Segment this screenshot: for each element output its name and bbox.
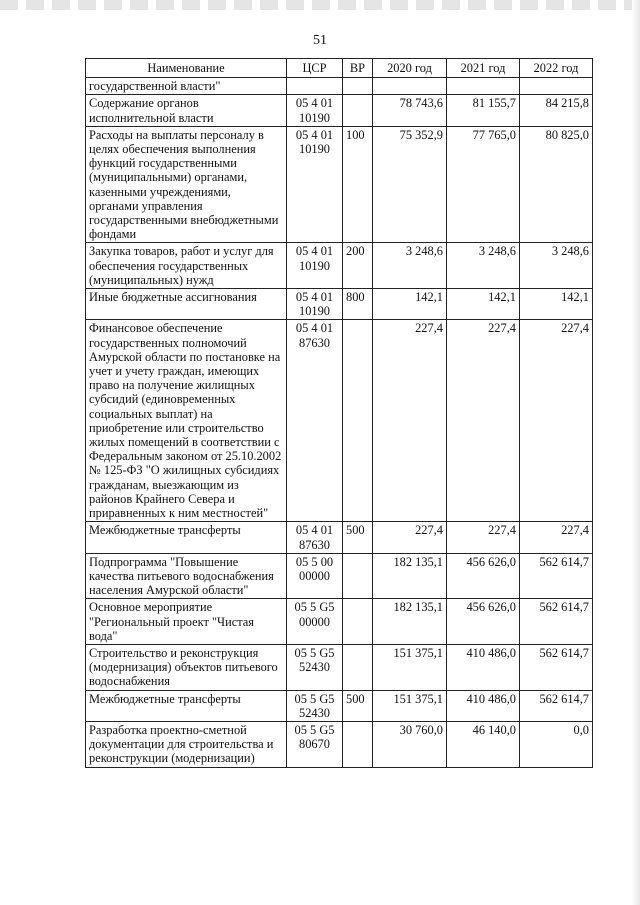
cell-2020: 142,1: [373, 289, 447, 320]
cell-2020: 182 135,1: [373, 553, 447, 599]
cell-2021: 77 765,0: [447, 126, 520, 243]
cell-2022: [520, 78, 593, 95]
cell-csr: 05 4 01 10190: [287, 289, 343, 320]
cell-csr: 05 5 00 00000: [287, 553, 343, 599]
cell-vr: 500: [343, 690, 373, 721]
table-row: [86, 243, 593, 289]
cell-2021: 3 248,6: [447, 243, 520, 289]
cell-name: Межбюджетные трансферты: [86, 522, 287, 553]
cell-csr: 05 4 01 87630: [287, 522, 343, 553]
cell-2021: 410 486,0: [447, 690, 520, 721]
cell-2020: 30 760,0: [373, 721, 447, 767]
cell-vr: [343, 78, 373, 95]
cell-2021: 227,4: [447, 522, 520, 553]
cell-2021: [447, 78, 520, 95]
cell-2020: 78 743,6: [373, 95, 447, 126]
cell-2021: 456 626,0: [447, 553, 520, 599]
cell-vr: [343, 599, 373, 645]
cell-name: Расходы на выплаты персоналу в целях обеспечения выполнения функций государственными (муниципальными) органами, казенными учреждениями, органами управления государственными внебюджетными фондами: [86, 126, 287, 243]
cell-name: Финансовое обеспечение государственных полномочий Амурской области по постановке на учет и учету граждан, имеющих право на получение жилищных субсидий (единовременных социальных выплат) на приобретение или строительство жилых помещений в соответствии с Федеральным законом от 25.10.2002 № 125-ФЗ "О жилищных субсидиях гражданам, выезжающим из районов Крайнего Севера и приравненных к ним местностей": [86, 320, 287, 522]
cell-2021: 142,1: [447, 289, 520, 320]
cell-2022: 562 614,7: [520, 644, 593, 690]
scan-edge-top: [0, 0, 640, 10]
cell-name: Иные бюджетные ассигнования: [86, 289, 287, 320]
cell-2020: 227,4: [373, 320, 447, 522]
table-row: [86, 320, 593, 522]
table-row: [86, 690, 593, 721]
cell-vr: 800: [343, 289, 373, 320]
cell-2021: 410 486,0: [447, 644, 520, 690]
cell-2022: 227,4: [520, 522, 593, 553]
cell-2020: 75 352,9: [373, 126, 447, 243]
cell-vr: [343, 721, 373, 767]
cell-2021: 46 140,0: [447, 721, 520, 767]
page-number: 51: [313, 33, 327, 48]
cell-name: Разработка проектно-сметной документации для строительства и реконструкции (модернизации): [86, 721, 287, 767]
cell-2020: 182 135,1: [373, 599, 447, 645]
cell-2020: 227,4: [373, 522, 447, 553]
cell-name: Закупка товаров, работ и услуг для обеспечения государственных (муниципальных) нужд: [86, 243, 287, 289]
cell-vr: [343, 95, 373, 126]
cell-csr: 05 4 01 10190: [287, 95, 343, 126]
cell-2020: 3 248,6: [373, 243, 447, 289]
cell-2020: [373, 78, 447, 95]
cell-csr: 05 5 G5 00000: [287, 599, 343, 645]
cell-vr: 500: [343, 522, 373, 553]
cell-2022: 80 825,0: [520, 126, 593, 243]
budget-table: [85, 58, 593, 768]
cell-vr: 200: [343, 243, 373, 289]
table-row: [86, 289, 593, 320]
cell-csr: 05 4 01 87630: [287, 320, 343, 522]
cell-name: Строительство и реконструкция (модернизация) объектов питьевого водоснабжения: [86, 644, 287, 690]
table-row: [86, 126, 593, 243]
cell-2020: 151 375,1: [373, 644, 447, 690]
table-header-row: [86, 59, 593, 78]
header-vr: ВР: [343, 59, 373, 78]
header-2020: 2020 год: [373, 59, 447, 78]
cell-name: Межбюджетные трансферты: [86, 690, 287, 721]
cell-name: Содержание органов исполнительной власти: [86, 95, 287, 126]
cell-csr: 05 5 G5 52430: [287, 690, 343, 721]
header-csr: ЦСР: [287, 59, 343, 78]
cell-2022: 227,4: [520, 320, 593, 522]
cell-2021: 81 155,7: [447, 95, 520, 126]
cell-csr: [287, 78, 343, 95]
cell-csr: 05 5 G5 80670: [287, 721, 343, 767]
cell-csr: 05 4 01 10190: [287, 126, 343, 243]
scan-edge-right: [632, 0, 640, 905]
table-row: [86, 78, 593, 95]
cell-name: государственной власти": [86, 78, 287, 95]
table-row: [86, 95, 593, 126]
table-row: [86, 553, 593, 599]
cell-csr: 05 5 G5 52430: [287, 644, 343, 690]
cell-2022: 0,0: [520, 721, 593, 767]
table-body: [86, 78, 593, 767]
cell-2020: 151 375,1: [373, 690, 447, 721]
table-row: [86, 644, 593, 690]
cell-2022: 562 614,7: [520, 690, 593, 721]
cell-2021: 456 626,0: [447, 599, 520, 645]
cell-name: Подпрограмма "Повышение качества питьевого водоснабжения населения Амурской области": [86, 553, 287, 599]
header-name: Наименование: [86, 59, 287, 78]
cell-2022: 84 215,8: [520, 95, 593, 126]
cell-2022: 562 614,7: [520, 599, 593, 645]
cell-vr: 100: [343, 126, 373, 243]
table-row: [86, 599, 593, 645]
table-row: [86, 522, 593, 553]
cell-vr: [343, 553, 373, 599]
cell-name: Основное мероприятие "Региональный проект "Чистая вода": [86, 599, 287, 645]
header-2021: 2021 год: [447, 59, 520, 78]
cell-vr: [343, 644, 373, 690]
cell-vr: [343, 320, 373, 522]
cell-2022: 142,1: [520, 289, 593, 320]
table-row: [86, 721, 593, 767]
cell-2022: 562 614,7: [520, 553, 593, 599]
cell-csr: 05 4 01 10190: [287, 243, 343, 289]
header-2022: 2022 год: [520, 59, 593, 78]
cell-2021: 227,4: [447, 320, 520, 522]
cell-2022: 3 248,6: [520, 243, 593, 289]
